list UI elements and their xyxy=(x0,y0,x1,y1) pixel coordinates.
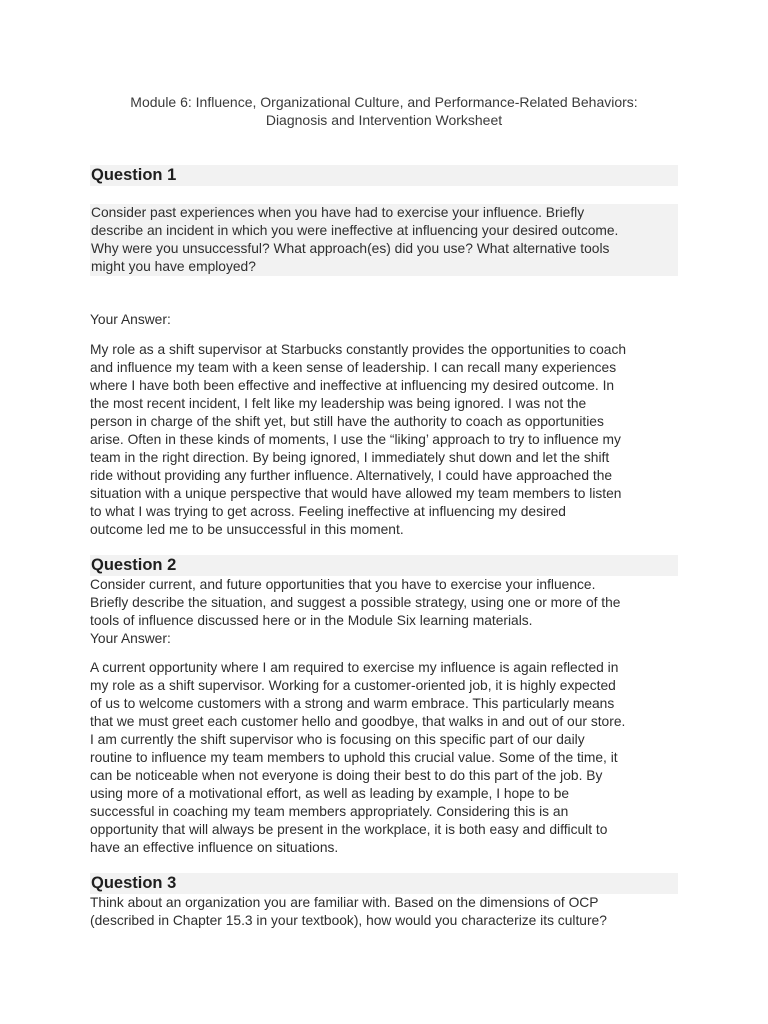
answer-line: My role as a shift supervisor at Starbucks constantly provides the opportunities to coach xyxy=(90,342,627,357)
answer-line: person in charge of the shift yet, but still have the authority to coach as opportunities xyxy=(90,414,604,429)
document-title xyxy=(90,93,678,129)
question-2-answer xyxy=(90,659,680,857)
answer-line: to what I was trying to get across. Feeling ineffective at influencing my desired xyxy=(90,504,566,519)
question-2-answer-label: Your Answer: xyxy=(90,631,171,646)
question-2-prompt xyxy=(90,576,680,648)
prompt-line: Consider current, and future opportunities that you have to exercise your influence. xyxy=(90,577,596,592)
question-1-heading: Question 1 xyxy=(90,165,678,186)
answer-line: and influence my team with a keen sense of leadership. I can recall many experiences xyxy=(90,360,617,375)
answer-line: routine to influence my team members to uphold this crucial value. Some of the time, it xyxy=(90,750,618,765)
answer-line: A current opportunity where I am required to exercise my influence is again reflected in xyxy=(90,660,619,675)
answer-line: can be noticeable when not everyone is doing their best to do this part of the job. By xyxy=(90,768,603,783)
question-1-answer-label: Your Answer: xyxy=(90,312,171,327)
question-2-heading: Question 2 xyxy=(90,555,678,576)
prompt-line: Consider past experiences when you have had to exercise your influence. Briefly xyxy=(91,205,585,220)
answer-line: successful in coaching my team members appropriately. Considering this is an xyxy=(90,804,569,819)
answer-line: using more of a motivational effort, as well as leading by example, I hope to be xyxy=(90,786,570,801)
question-1-prompt xyxy=(90,204,678,276)
prompt-line: Think about an organization you are familiar with. Based on the dimensions of OCP xyxy=(90,895,599,910)
document-title-line-2: Diagnosis and Intervention Worksheet xyxy=(265,112,503,128)
answer-line: I am currently the shift supervisor who is focusing on this specific part of our daily xyxy=(90,732,585,747)
question-3-heading: Question 3 xyxy=(90,873,678,894)
answer-line: team in the right direction. By being ignored, I immediately shut down and let the shift xyxy=(90,450,610,465)
answer-line: where I have both been effective and ineffective at influencing my desired outcome. In xyxy=(90,378,615,393)
answer-line: opportunity that will always be present in the workplace, it is both easy and difficult to xyxy=(90,822,608,837)
question-3-prompt xyxy=(90,894,680,930)
document-title-line-1: Module 6: Influence, Organizational Culture, and Performance-Related Behaviors: xyxy=(130,94,638,110)
answer-line: have an effective influence on situations. xyxy=(90,840,339,855)
answer-line: ride without providing any further influence. Alternatively, I could have approached the xyxy=(90,468,613,483)
answer-line: the most recent incident, I felt like my leadership was being ignored. I was not the xyxy=(90,396,587,411)
answer-line: arise. Often in these kinds of moments, I use the “liking’ approach to try to influence my xyxy=(90,432,621,447)
prompt-line: might you have employed? xyxy=(91,259,256,274)
prompt-line: describe an incident in which you were ineffective at influencing your desired outcome. xyxy=(91,223,619,238)
prompt-line: Why were you unsuccessful? What approach(es) did you use? What alternative tools xyxy=(91,241,610,256)
answer-line: my role as a shift supervisor. Working for a customer-oriented job, it is highly expected xyxy=(90,678,616,693)
question-1-answer xyxy=(90,341,680,539)
prompt-line: tools of influence discussed here or in the Module Six learning materials. xyxy=(90,613,533,628)
answer-line: outcome led me to be unsuccessful in this moment. xyxy=(90,522,404,537)
answer-line: situation with a unique perspective that would have allowed my team members to listen xyxy=(90,486,622,501)
answer-line: of us to welcome customers with a strong and warm embrace. This particularly means xyxy=(90,696,615,711)
answer-line: that we must greet each customer hello and goodbye, that walks in and out of our store. xyxy=(90,714,626,729)
prompt-line: Briefly describe the situation, and suggest a possible strategy, using one or more of the xyxy=(90,595,621,610)
prompt-line: (described in Chapter 15.3 in your textbook), how would you characterize its culture? xyxy=(90,913,607,928)
